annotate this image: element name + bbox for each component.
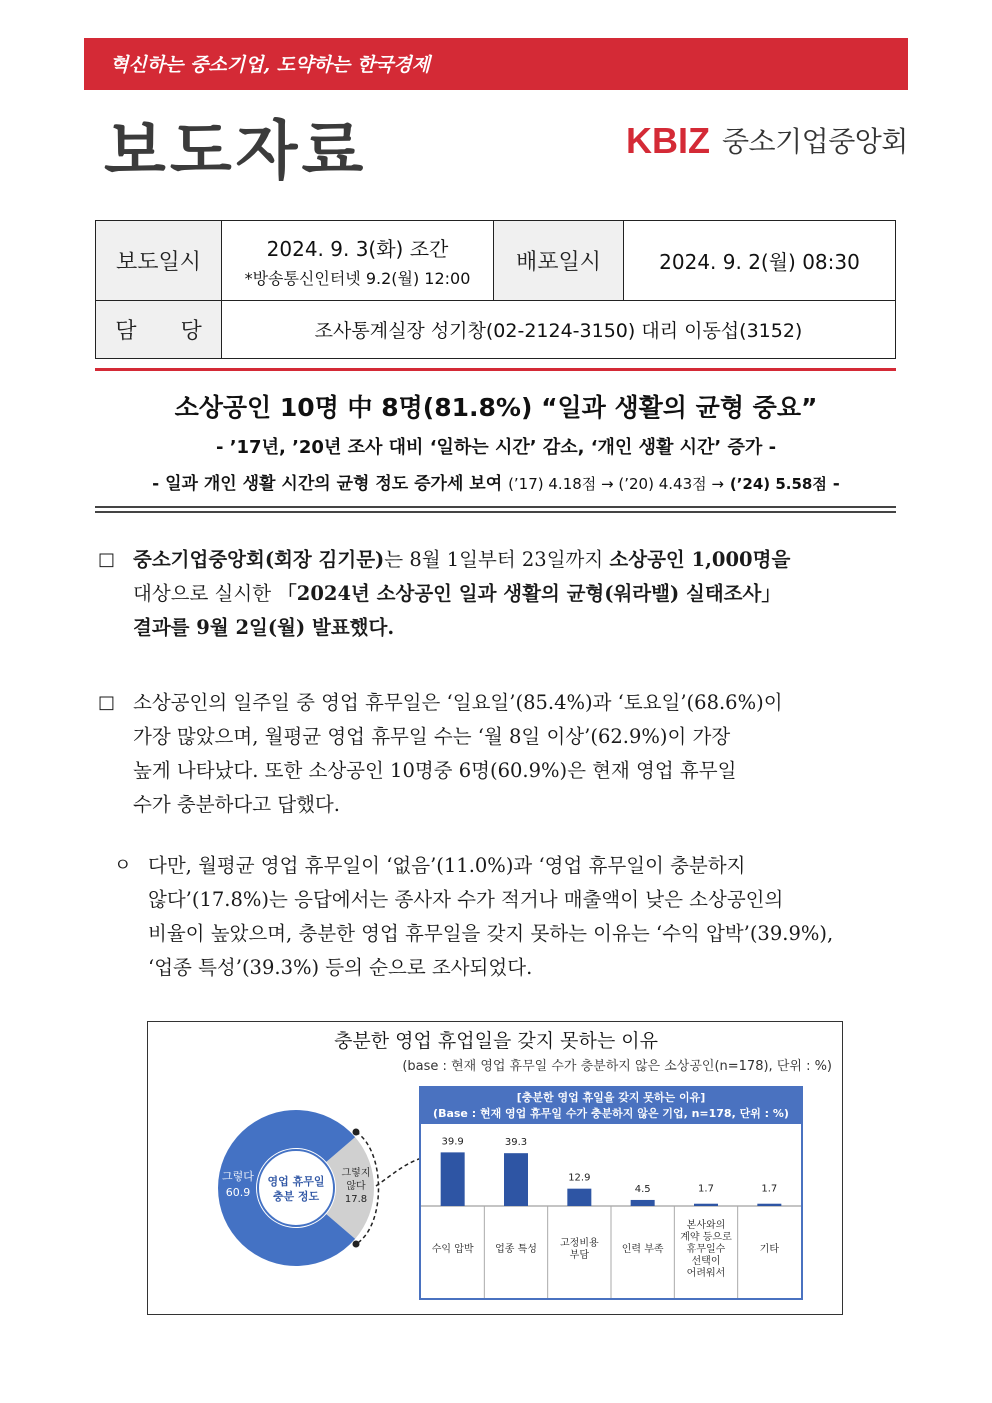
kbiz-brand: KBIZ xyxy=(626,120,710,160)
paragraph-3-line: ‘업종 특성’(39.3%) 등의 순으로 조사되었다. xyxy=(148,956,533,979)
kbiz-logo-icon xyxy=(626,120,716,160)
contact-value: 조사통계실장 성기창(02-2124-3150) 대리 이동섭(3152) xyxy=(222,301,896,359)
paragraph-2-line: 수가 충분하다고 답했다. xyxy=(133,793,340,816)
bar-chart-header xyxy=(421,1088,801,1124)
figure-subtitle: (base : 현재 영업 휴무일 수가 충분하지 않은 소상공인(n=178), 단위 : %) xyxy=(402,1059,832,1074)
subheadline-1: - ’17년, ’20년 조사 대비 ‘일하는 시간’ 감소, ‘개인 생활 시간’ 증가 - xyxy=(215,437,777,458)
subheadline-2-text: - 일과 개인 생활 시간의 균형 정도 증가세 보여 xyxy=(152,474,503,494)
slogan-banner xyxy=(84,38,908,90)
figure-title: 충분한 영업 휴업일을 갖지 못하는 이유 xyxy=(334,1030,658,1052)
bar xyxy=(567,1189,591,1206)
divider-double-top xyxy=(95,506,896,508)
bar-value-label: 39.3 xyxy=(504,1137,528,1149)
org-name: 중소기업중앙회 xyxy=(722,125,908,158)
category-label: 계약 등으로 xyxy=(680,1232,732,1243)
subheadline-2-end: - xyxy=(832,474,840,494)
category-label: 인력 부족 xyxy=(621,1244,664,1255)
donut-center-label: 영업 휴무일 xyxy=(267,1175,325,1188)
circle-bullet-icon: ㅇ xyxy=(114,855,132,876)
slice-value-no: 17.8 xyxy=(344,1194,368,1205)
category-label: 선택이 xyxy=(691,1256,721,1267)
divider-red xyxy=(95,368,896,371)
paragraph-3-line: 비율이 높았으며, 충분한 영업 휴무일을 갖지 못하는 이유는 ‘수익 압박’(39.9%), xyxy=(148,922,834,945)
category-label: 본사와의 xyxy=(686,1220,726,1231)
distribute-date-label: 배포일시 xyxy=(494,221,624,301)
donut-center-label: 충분 정도 xyxy=(272,1190,320,1203)
bar-chart xyxy=(421,1124,801,1298)
divider-double-bottom xyxy=(95,511,896,513)
contact-label: 담 당 xyxy=(96,301,222,359)
category-label: 수익 압박 xyxy=(431,1244,474,1255)
bar xyxy=(441,1152,465,1206)
bar-value-label: 39.9 xyxy=(441,1136,464,1148)
paragraph-3 xyxy=(114,849,897,985)
subheadline-2 xyxy=(0,469,992,494)
square-bullet-icon: □ xyxy=(98,549,116,570)
subheadline-2-trend: (’17) 4.18점 → (’20) 4.43점 → xyxy=(508,475,724,493)
bar xyxy=(694,1204,718,1206)
paragraph-2-line: 소상공인의 일주일 중 영업 휴무일은 ‘일요일’(85.4%)과 ‘토요일’(68.6%)이 xyxy=(133,691,783,714)
slice-value-yes: 60.9 xyxy=(225,1186,251,1199)
paragraph-1-line-2: 대상으로 실시한 「2024년 소상공인 일과 생활의 균형(워라밸) 실태조사」 xyxy=(133,582,781,605)
paragraph-2-line: 가장 많았으며, 월평균 영업 휴무일 수는 ‘월 8일 이상’(62.9%)이 가장 xyxy=(133,725,731,748)
subheadline-2-latest: (’24) 5.58점 xyxy=(729,475,827,493)
bar xyxy=(631,1200,655,1206)
category-label: 기타 xyxy=(759,1244,779,1255)
distribute-date: 2024. 9. 2(월) 08:30 xyxy=(624,221,896,301)
paragraph-3-line: 다만, 월평균 영업 휴무일이 ‘없음’(11.0%)과 ‘영업 휴무일이 충분하지 xyxy=(148,854,746,877)
bar-value-label: 4.5 xyxy=(634,1183,651,1195)
paragraph-1-line-1: 중소기업중앙회(회장 김기문)는 8월 1일부터 23일까지 소상공인 1,000명을 xyxy=(133,548,791,571)
paragraph-2-line: 높게 나타났다. 또한 소상공인 10명중 6명(60.9%)은 현재 영업 휴무일 xyxy=(133,759,737,782)
bar-value-label: 1.7 xyxy=(698,1183,714,1195)
release-date-label: 보도일시 xyxy=(96,221,222,301)
donut-chart xyxy=(196,1106,436,1286)
donut-center xyxy=(258,1150,334,1226)
paragraph-1 xyxy=(98,543,897,645)
release-date: 2024. 9. 3(화) 조간 xyxy=(266,236,449,261)
slogan-text: 혁신하는 중소기업, 도약하는 한국경제 xyxy=(110,54,431,76)
slice-label-no: 그렇지 xyxy=(341,1168,371,1179)
kbiz-logo xyxy=(626,118,908,162)
category-label: 휴무일수 xyxy=(686,1244,726,1255)
bar-value-label: 1.7 xyxy=(761,1183,778,1195)
category-label: 어려워서 xyxy=(686,1268,726,1279)
headline: 소상공인 10명 中 8명(81.8%) “일과 생활의 균형 중요” xyxy=(174,393,818,422)
paragraph-1-line-3: 결과를 9월 2일(월) 발표했다. xyxy=(133,616,395,639)
slice-label-no: 않다 xyxy=(346,1181,366,1192)
paragraph-2 xyxy=(98,686,897,822)
bar-chart-title: [충분한 영업 휴일을 갖지 못하는 이유] xyxy=(516,1091,706,1104)
category-label: 고정비용 xyxy=(560,1238,599,1249)
category-label: 업종 특성 xyxy=(495,1244,537,1255)
release-note: *방송통신인터넷 9.2(월) 12:00 xyxy=(244,268,471,288)
document-title: 보도자료 xyxy=(104,115,368,189)
figure-box xyxy=(147,1021,843,1315)
release-date-cell xyxy=(222,221,494,301)
square-bullet-icon: □ xyxy=(98,692,116,713)
category-label: 부담 xyxy=(569,1250,589,1261)
slice-label-yes: 그렇다 xyxy=(222,1170,254,1183)
paragraph-3-line: 않다’(17.8%)는 응답에서는 종사자 수가 적거나 매출액이 낮은 소상공인의 xyxy=(148,888,784,911)
bar xyxy=(757,1204,781,1206)
bar-chart-panel xyxy=(419,1086,803,1300)
bar xyxy=(504,1153,528,1206)
release-info-table xyxy=(95,220,896,359)
bar-chart-base: (Base : 현재 영업 휴무일 수가 충분하지 않은 기업, n=178, 단위 : %) xyxy=(433,1107,789,1120)
bar-value-label: 12.9 xyxy=(568,1172,591,1184)
